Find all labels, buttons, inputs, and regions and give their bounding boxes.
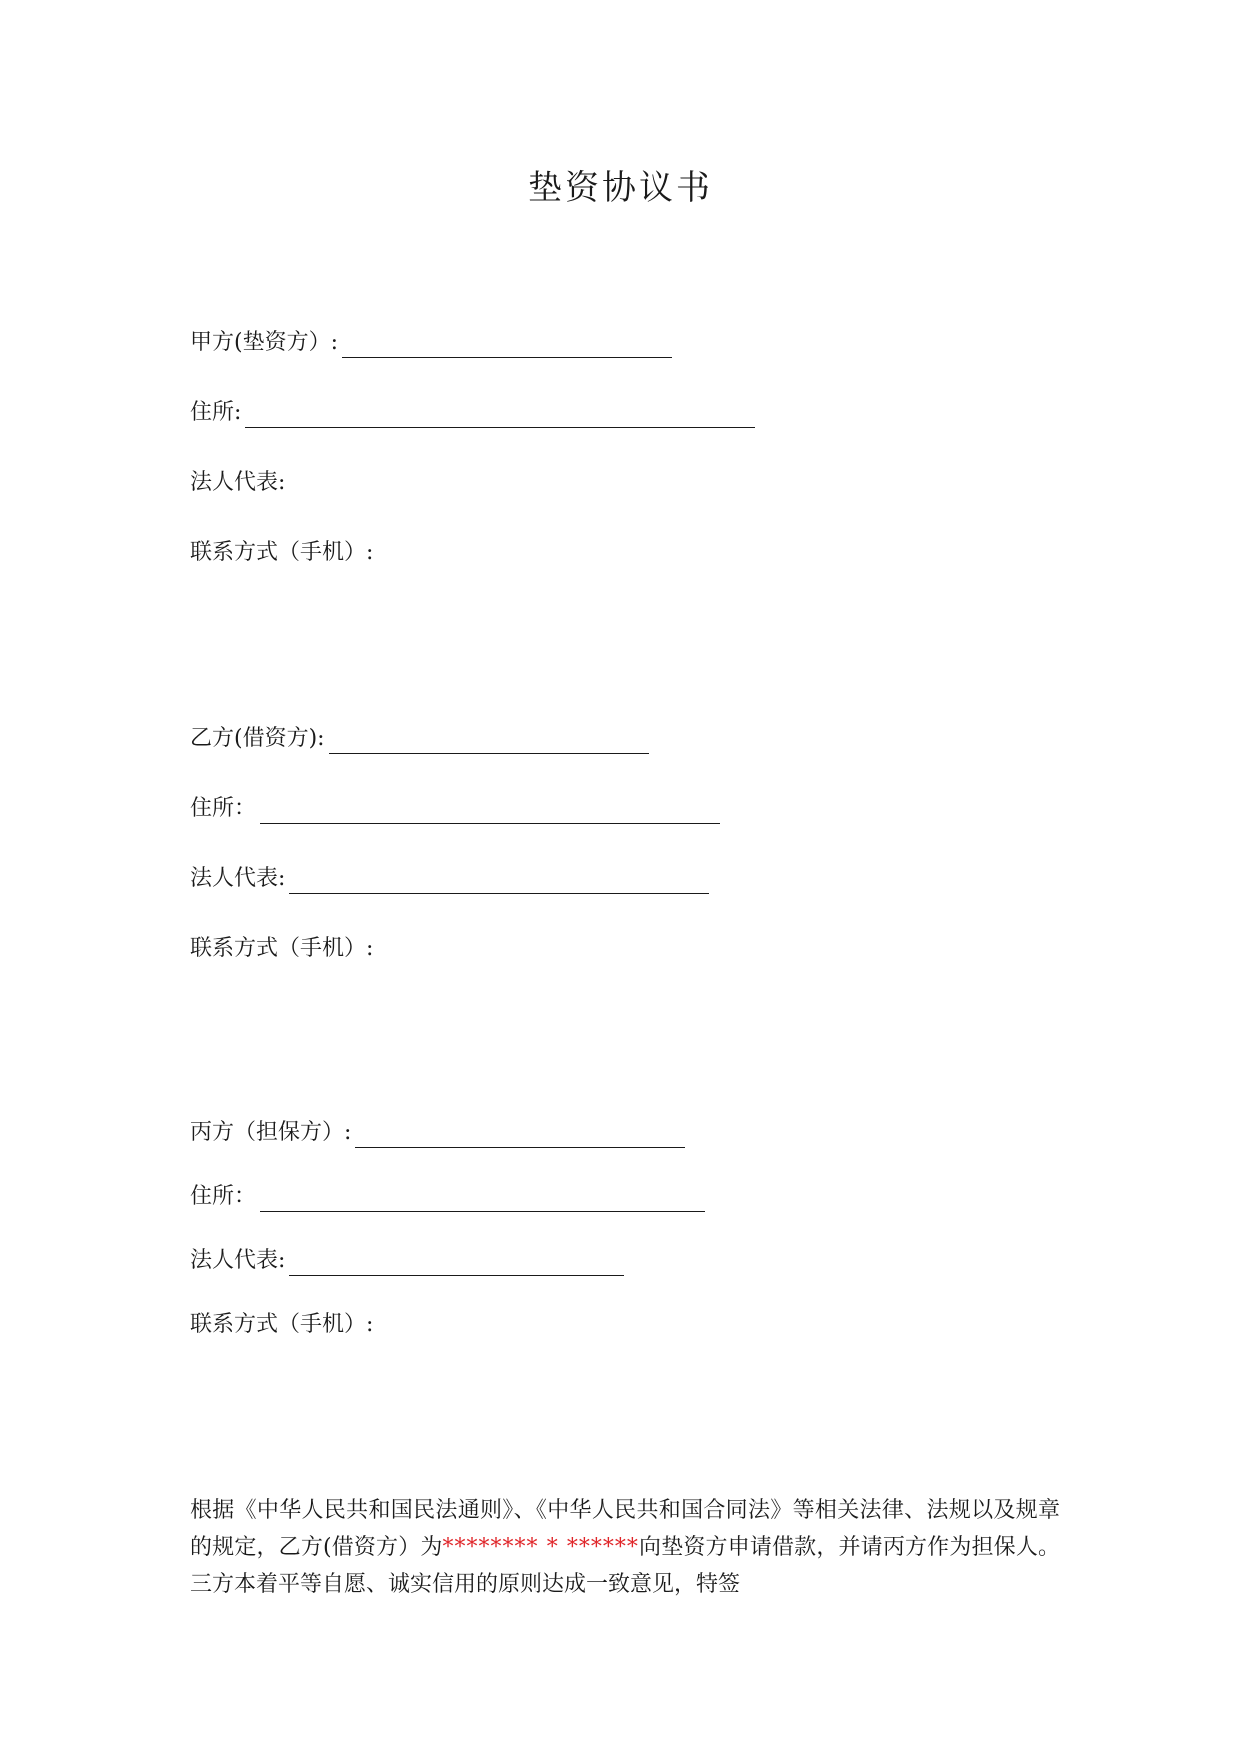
party-c-address-label: 住所：: [190, 1184, 257, 1209]
party-a-contact-field: [190, 538, 373, 568]
party-b-address-field: [190, 794, 720, 824]
party-b-legal-rep-blank[interactable]: [289, 869, 709, 894]
party-a-address-blank[interactable]: [245, 403, 755, 428]
party-b-legal-rep-field: [190, 864, 709, 894]
party-b-address-label: 住所：: [190, 796, 257, 821]
party-b-heading-field: [190, 724, 649, 754]
party-b-contact-field: [190, 934, 373, 964]
party-c-address-field: [190, 1182, 705, 1212]
party-a-legal-rep-label: 法人代表:: [190, 470, 286, 495]
preamble-text-end: 向垫资方申请借款，并请丙方作为担保人。三方本着平等自愿、诚实信用的原则达成一致意见，特签: [190, 1535, 1060, 1597]
party-a-heading-label: 甲方(垫资方）:: [190, 330, 338, 355]
document-title: 垫资协议书: [528, 168, 713, 208]
preamble-text-start: 根据《中华人民共和国民法通则》、《中华人民共和国合同法》等相关法律、法规以及规章的规定，乙方(借资方）为: [190, 1498, 1060, 1560]
party-c-legal-rep-blank[interactable]: [289, 1251, 624, 1276]
redacted-text: ******** * ******: [442, 1535, 639, 1560]
party-c-legal-rep-label: 法人代表:: [190, 1248, 286, 1273]
party-b-name-blank[interactable]: [329, 729, 649, 754]
party-b-contact-label: 联系方式（手机）:: [190, 936, 374, 961]
party-a-legal-rep-field: [190, 468, 285, 498]
party-b-legal-rep-label: 法人代表:: [190, 866, 286, 891]
party-a-heading-field: [190, 328, 672, 358]
party-a-contact-label: 联系方式（手机）:: [190, 540, 374, 565]
party-c-contact-label: 联系方式（手机）:: [190, 1312, 374, 1337]
party-c-legal-rep-field: [190, 1246, 624, 1276]
party-b-address-blank[interactable]: [260, 799, 720, 824]
agreement-preamble: [190, 1492, 1060, 1603]
party-c-name-blank[interactable]: [355, 1123, 685, 1148]
party-c-contact-field: [190, 1310, 373, 1340]
party-b-heading-label: 乙方(借资方):: [190, 726, 325, 751]
party-c-heading-field: [190, 1118, 685, 1148]
party-c-heading-label: 丙方（担保方）:: [190, 1120, 352, 1145]
party-a-address-field: [190, 398, 755, 428]
party-a-address-label: 住所:: [190, 400, 242, 425]
party-a-name-blank[interactable]: [342, 333, 672, 358]
party-c-address-blank[interactable]: [260, 1187, 705, 1212]
